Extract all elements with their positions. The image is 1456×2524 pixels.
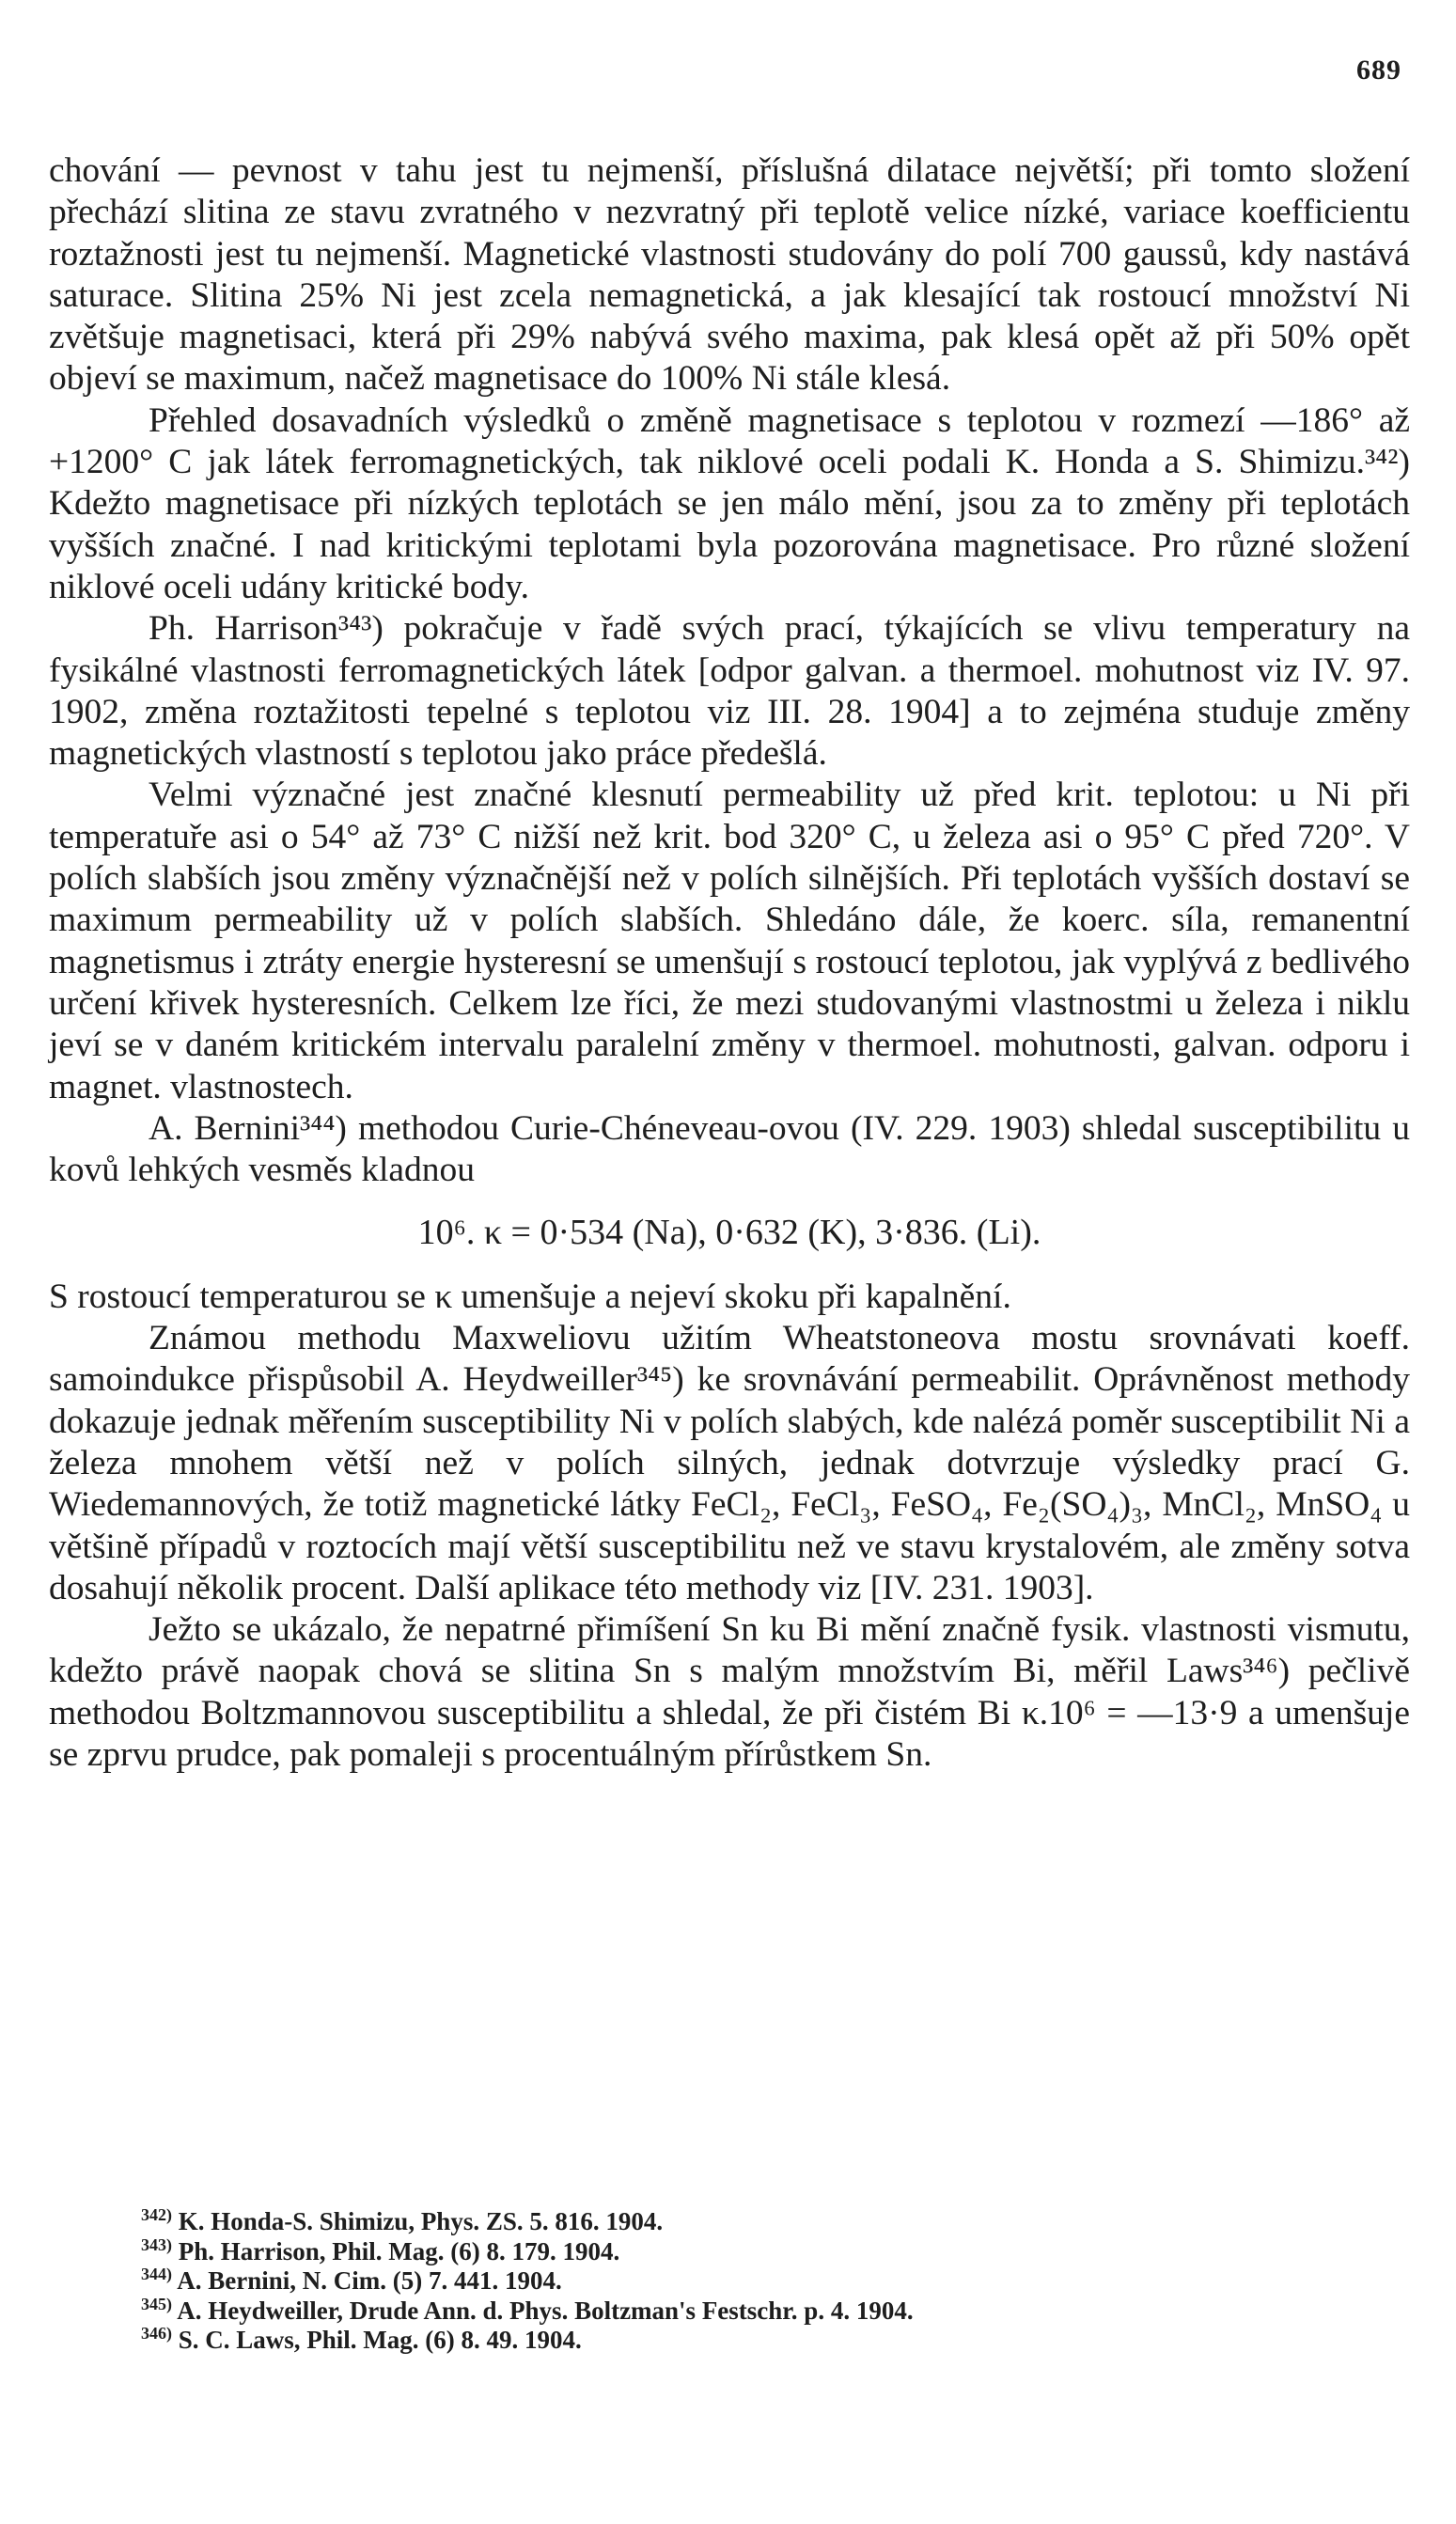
paragraph: A. Bernini³⁴⁴) methodou Curie-Chéneveau-ovou (IV. 229. 1903) shledal susceptibilitu u kovů lehkých vesměs kladnou	[49, 1108, 1410, 1190]
paragraph: Ph. Harrison³⁴³) pokračuje v řadě svých prací, týkajících se vlivu temperatury na fysikálné vlastnosti ferromagnetických látek [odpor galvan. a thermoel. mohutnost viz IV. 97. 1902, změna roztažitosti tepelné s teplotou viz III. 28. 1904] a to zejména studuje změny magnetických vlastností s teplotou jako práce předešlá.	[49, 609, 1410, 774]
footnote	[141, 2234, 1363, 2267]
footnote-mark: 342)	[141, 2205, 172, 2224]
footnote	[141, 2326, 1363, 2356]
footnote-text: A. Bernini, N. Cim. (5) 7. 441. 1904.	[177, 2266, 562, 2295]
footnote-text: S. C. Laws, Phil. Mag. (6) 8. 49. 1904.	[178, 2326, 582, 2354]
footnote	[141, 2266, 1363, 2297]
equation: 10⁶. κ = 0·534 (Na), 0·632 (K), 3·836. (Li).	[417, 1213, 1041, 1253]
footnote	[141, 2207, 1363, 2237]
footnote-text: K. Honda-S. Shimizu, Phys. ZS. 5. 816. 1904.	[178, 2207, 664, 2235]
body-text	[49, 150, 1410, 1776]
footnote	[141, 2294, 1363, 2327]
footnotes	[141, 2207, 1363, 2356]
paragraph: Přehled dosavadních výsledků o změně magnetisace s teplotou v rozmezí —186° až +1200° C jak látek ferromagnetických, tak niklové oceli podali K. Honda a S. Shimizu.³⁴²) Kdežto magnetisace při nízkých teplotách se jen málo mění, jsou za to změny při teplotách vyšších značné. I nad kritickými teplotami byla pozorována magnetisace. Pro různé složení niklové oceli udány kritické body.	[49, 400, 1410, 606]
paragraph: Velmi význačné jest značné klesnutí permeability už před krit. teplotou: u Ni při temperatuře asi o 54° až 73° C nižší než krit. bod 320° C, u železa asi o 95° C před 720°. V polích slabších jsou změny význačnější než v polích silnějších. Při teplotách vyšších dostaví se maximum permeability už v polích slabších. Shledáno dále, že koerc. síla, remanentní magnetismus i ztráty energie hysteresní se umenšují s rostoucí teplotou, jak vyplývá z bedlivého určení křivek hysteresních. Celkem lze říci, že mezi studovanými vlastnostmi u železa i niklu jeví se v daném kritickém intervalu paralelní změny v thermoel. mohutnosti, galvan. odporu i magnet. vlastnostech.	[49, 776, 1410, 1106]
paragraph: chování — pevnost v tahu jest tu nejmenší, příslušná dilatace největší; při tomto složení přechází slitina ze stavu zvratného v nezvratný při teplotě velice nízké, variace koefficientu roztažnosti jest tu nejmenší. Magnetické vlastnosti studovány do polí 700 gaussů, kdy nastává saturace. Slitina 25% Ni jest zcela nemagnetická, a jak klesající tak rostoucí množství Ni zvětšuje magnetisaci, která při 29% nabývá svého maxima, pak klesá opět až při 50% opět objeví se maximum, načež magnetisace do 100% Ni stále klesá.	[49, 151, 1410, 399]
footnote-mark: 343)	[141, 2234, 172, 2254]
footnote-text: A. Heydweiller, Drude Ann. d. Phys. Boltzman's Festschr. p. 4. 1904.	[177, 2296, 914, 2325]
footnote-mark: 345)	[141, 2294, 172, 2313]
footnote-mark: 346)	[141, 2324, 172, 2343]
paragraph: Ježto se ukázalo, že nepatrné přimíšení Sn ku Bi mění značně fysik. vlastnosti vismutu, kdežto právě naopak chová se slitina Sn s malým množstvím Bi, měřil Laws³⁴⁶) pečlivě methodou Boltzmannovou susceptibilitu a shledal, že při čistém Bi κ.10⁶ = —13·9 a umenšuje se zprvu prudce, pak pomaleji s procentuálným přírůstkem Sn.	[49, 1610, 1410, 1774]
footnote-text: Ph. Harrison, Phil. Mag. (6) 8. 179. 1904.	[178, 2236, 620, 2265]
paragraph: Známou methodu Maxweliovu užitím Wheatstoneova mostu srovnávati koeff. samoindukce přispůsobil A. Heydweiller³⁴⁵) ke srovnávání permeabilit. Oprávněnost methody dokazuje jednak měřením susceptibility Ni v polích slabých, kde nalézá poměr susceptibilit Ni a železa mnohem větší než v polích silných, jednak dotvrzuje výsledky prací G. Wiedemannových, že totiž magnetické látky FeCl₂, FeCl₃, FeSO₄, Fe₂(SO₄)₃, MnCl₂, MnSO₄ u většině případů v roztocích mají větší susceptibilitu než ve stavu krystalovém, ale změny sotva dosahují několik procent. Další aplikace této methody viz [IV. 231. 1903].	[49, 1319, 1410, 1607]
page-number: 689	[1356, 55, 1401, 86]
paragraph: S rostoucí temperaturou se κ umenšuje a nejeví skoku při kapalnění.	[49, 1277, 1011, 1316]
footnote-mark: 344)	[141, 2265, 172, 2283]
